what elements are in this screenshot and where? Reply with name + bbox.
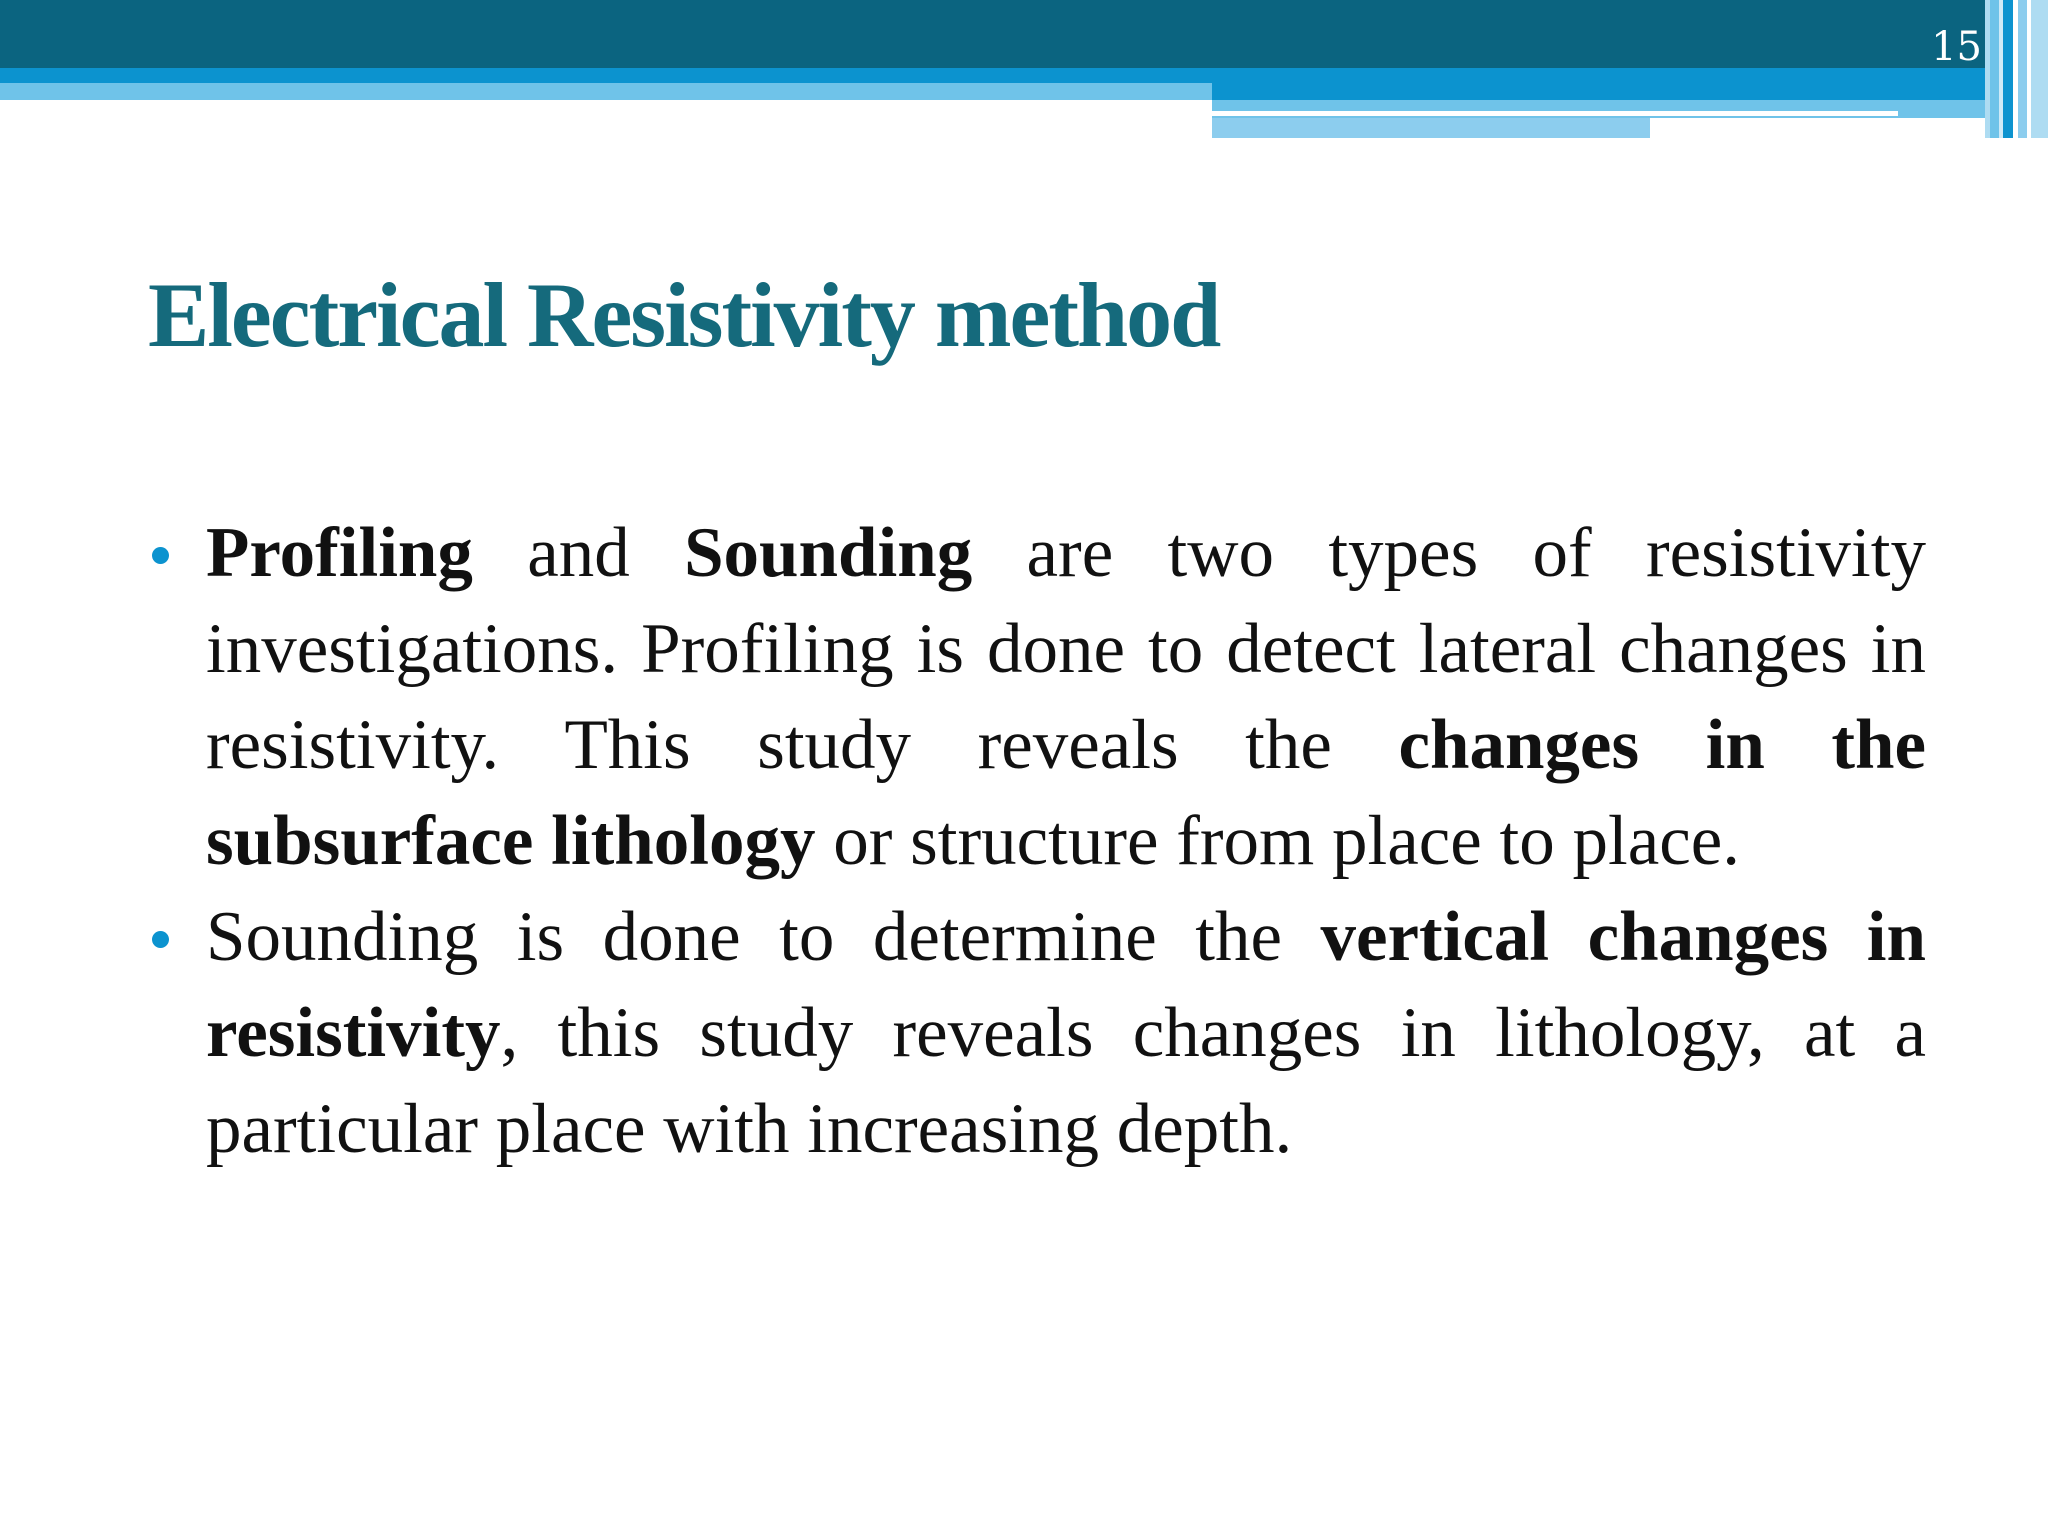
bullet-bold-run: changes in the subsurface lithology (206, 706, 1926, 880)
slide-body (148, 505, 1926, 1177)
header-accent-tail (1212, 118, 1650, 138)
header-accent-stripe (0, 68, 1212, 83)
bullet-run: Sounding is done to determine the (206, 898, 1321, 976)
slide-title: Electrical Resistivity method (148, 264, 1220, 366)
slide-number: 15 (1931, 24, 1982, 70)
bullet-run: are two types of resistivity investigations. Profiling is done to detect lateral changes in resistivity. This study reveals the (206, 514, 1927, 784)
bullet-bold-run: Sounding (684, 514, 973, 592)
bullet-bold-run: vertical changes in resistivity (206, 898, 1926, 1072)
header-accent-block (1212, 68, 2048, 100)
header-vertical-stripes (1985, 0, 2048, 138)
bullet-run: or structure from place to place. (815, 802, 1741, 880)
bullet-list (148, 505, 1926, 1177)
header-divider-line (1212, 111, 1898, 116)
bullet-run: , this study reveals changes in lithology, at a particular place with increasing depth. (206, 994, 1926, 1168)
bullet-dot-icon (152, 547, 169, 564)
bullet-bold-run: Profiling (206, 514, 473, 592)
header-accent-stripe-light (0, 83, 1212, 100)
bullet-item (148, 889, 1926, 1177)
bullet-text (206, 898, 1926, 1168)
bullet-item (148, 505, 1926, 889)
bullet-text (206, 514, 1926, 880)
header-bar (0, 0, 2048, 68)
bullet-dot-icon (152, 931, 169, 948)
bullet-run: and (472, 514, 685, 592)
